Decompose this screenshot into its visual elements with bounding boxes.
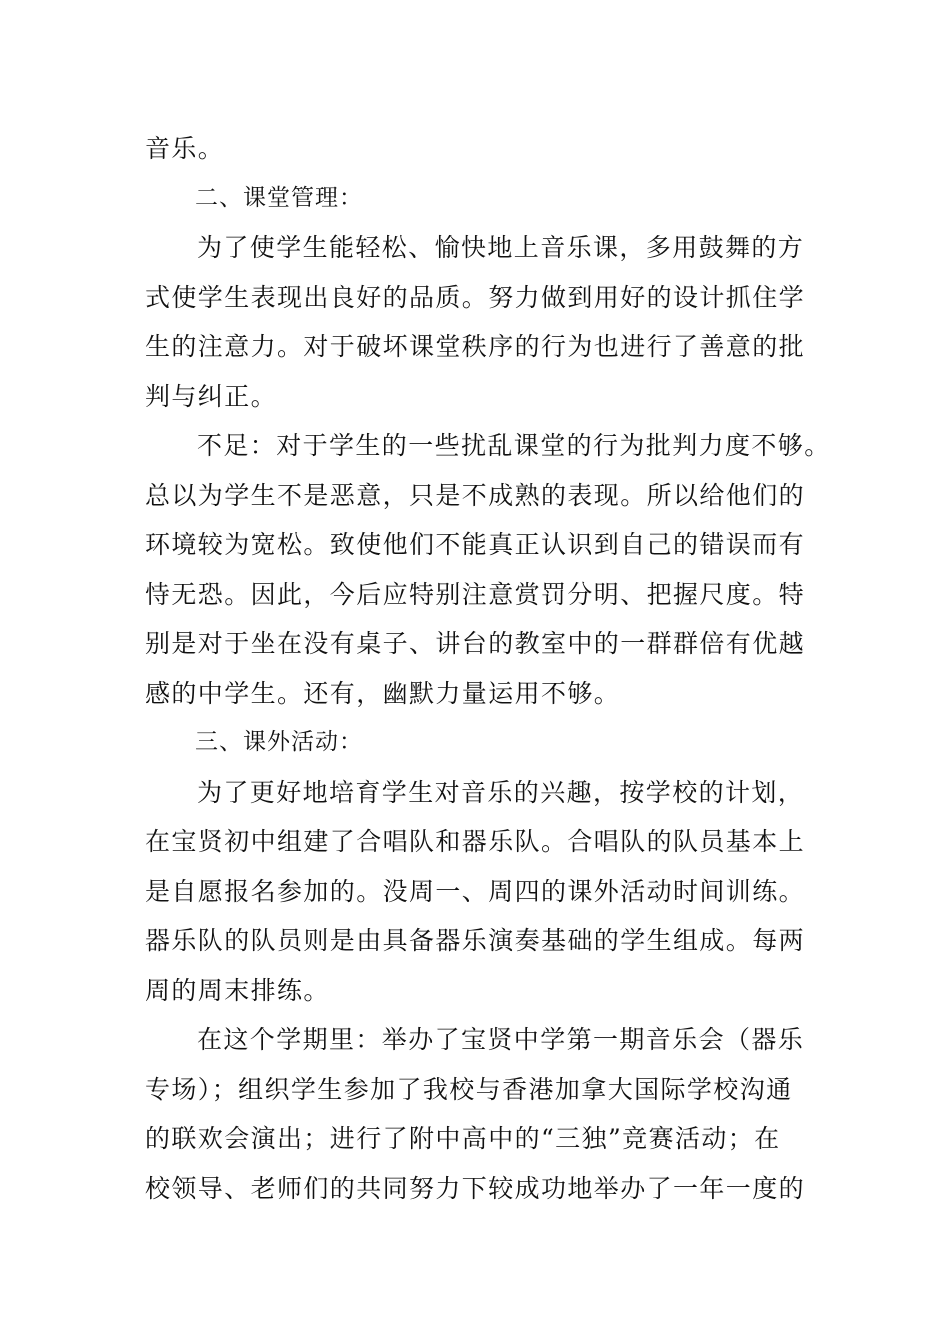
paragraph-line: 判与纠正。	[145, 381, 278, 411]
paragraph-line: 恃无恐。因此，今后应特别注意赏罚分明、把握尺度。特	[145, 579, 806, 609]
paragraph-line: 别是对于坐在没有桌子、讲台的教室中的一群群倍有优越	[145, 629, 806, 658]
paragraph-line: 专场）；组织学生参加了我校与香港加拿大国际学校沟通	[145, 1074, 793, 1104]
paragraph-line: 环境较为宽松。致使他们不能真正认识到自己的错误而有	[145, 530, 806, 559]
document-body	[145, 124, 831, 1213]
paragraph-line: 式使学生表现出良好的品质。努力做到用好的设计抓住学	[145, 282, 806, 312]
paragraph-line: 器乐队的队员则是由具备器乐演奏基础的学生组成。每两	[145, 926, 806, 955]
paragraph-line: 校领导、老师们的共同努力下较成功地举办了一年一度的	[145, 1173, 806, 1203]
paragraph-line: 不足：对于学生的一些扰乱课堂的行为批判力度不够。	[197, 431, 831, 460]
paragraph-line: 为了更好地培育学生对音乐的兴趣，按学校的计划，	[197, 777, 805, 807]
paragraph-line: 感的中学生。还有，幽默力量运用不够。	[145, 678, 621, 708]
paragraph-line: 在这个学期里：举办了宝贤中学第一期音乐会（器乐	[197, 1025, 805, 1054]
section-heading-classroom-management: 二、课堂管理：	[195, 184, 363, 211]
paragraph-line: 为了使学生能轻松、愉快地上音乐课，多用鼓舞的方	[197, 233, 805, 262]
paragraph-continuation-line: 音乐。	[145, 134, 225, 163]
paragraph-line: 总以为学生不是恶意，只是不成熟的表现。所以给他们的	[145, 480, 806, 510]
paragraph-line: 的联欢会演出；进行了附中高中的“三独”竞赛活动；在	[145, 1124, 781, 1153]
paragraph-line: 生的注意力。对于破坏课堂秩序的行为也进行了善意的批	[145, 332, 806, 361]
paragraph-line: 是自愿报名参加的。没周一、周四的课外活动时间训练。	[145, 876, 806, 906]
section-heading-extracurricular: 三、课外活动：	[195, 729, 363, 755]
paragraph-line: 在宝贤初中组建了合唱队和器乐队。合唱队的队员基本上	[145, 827, 806, 856]
paragraph-line: 周的周末排练。	[145, 975, 330, 1005]
